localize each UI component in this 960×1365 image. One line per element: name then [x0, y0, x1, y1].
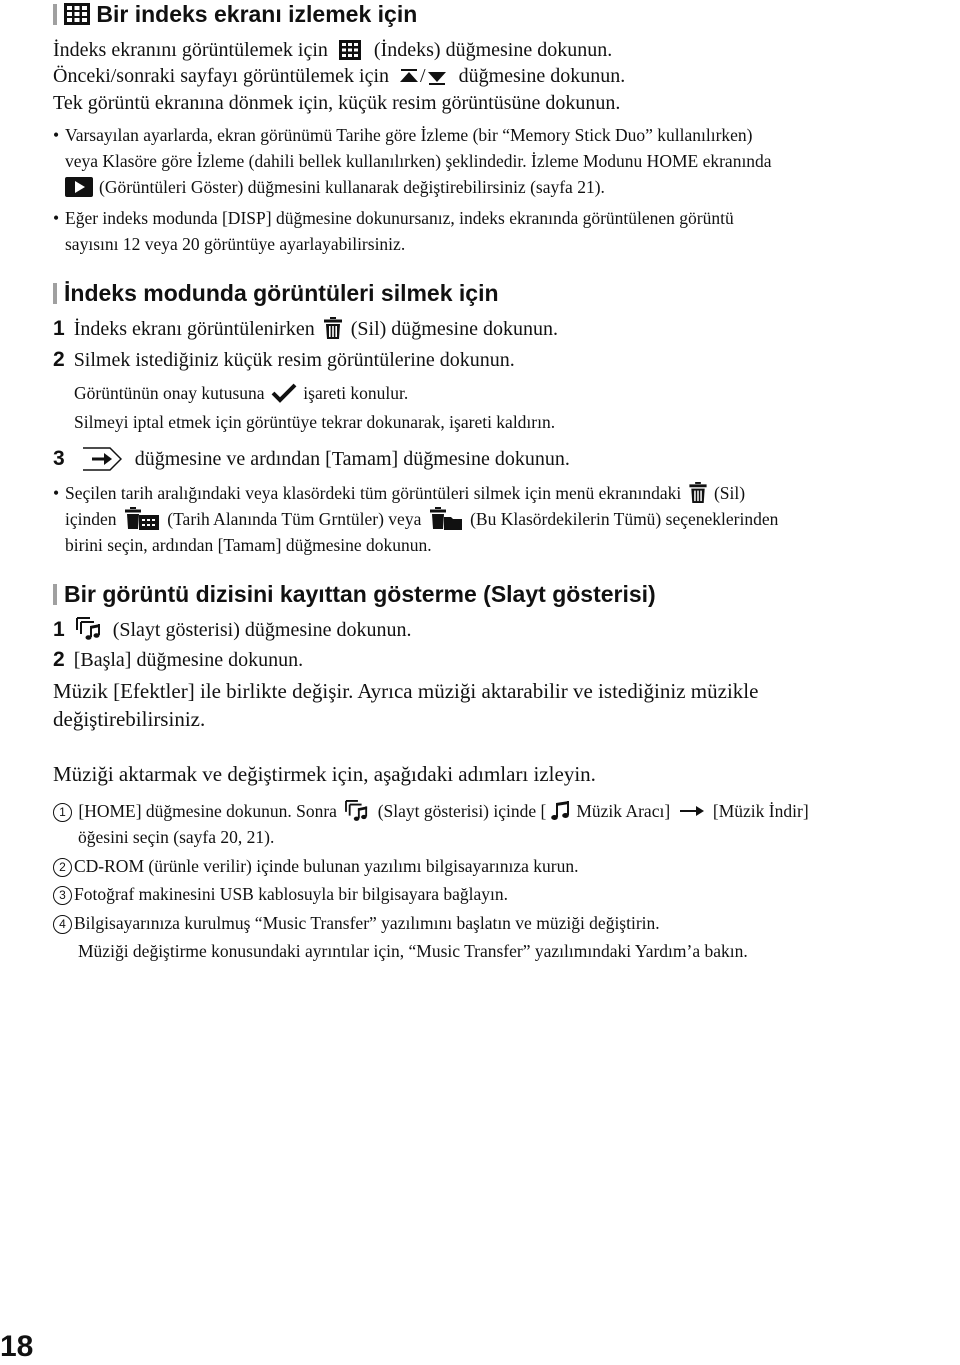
music-note-icon [550, 800, 572, 822]
checkmark-icon [271, 383, 297, 403]
text: işareti konulur. [303, 383, 409, 403]
section-marker [53, 4, 57, 25]
paragraph [53, 37, 612, 63]
section-marker [53, 283, 57, 304]
text: [Müzik İndir] [712, 801, 809, 821]
text: Varsayılan ayarlarda, ekran görünümü Tarihe göre İzleme (bir “Memory Stick Duo” kullanılırken) [65, 125, 753, 145]
trash-icon [324, 317, 342, 339]
section-heading-index [64, 0, 417, 28]
text: CD-ROM (ürünle verilir) içinde bulunan yazılımı bilgisayarınıza kurun. [74, 856, 579, 876]
step [53, 316, 558, 342]
delete-all-folder-icon [429, 507, 463, 531]
page-down-icon [426, 68, 448, 86]
step-number: 2 [53, 648, 65, 671]
bullet-note-line: veya Klasöre göre İzleme (dahili bellek kullanılırken) şeklindedir. İzleme Modunu HOME ekranında [65, 151, 772, 171]
section-heading-delete: İndeks modunda görüntüleri silmek için [64, 280, 499, 306]
item-number: 1 [53, 803, 72, 822]
text: (Sil) düğmesine dokunun. [350, 318, 558, 340]
text: Seçilen tarih aralığındaki veya klasördeki tüm görüntüleri silmek için menü ekranındaki [65, 483, 682, 503]
slideshow-icon [76, 617, 102, 641]
text: düğmesine ve ardından [Tamam] düğmesine dokunun. [134, 448, 570, 470]
text: İndeks ekranını görüntülemek için [53, 39, 328, 61]
list-item [53, 799, 809, 823]
text: (Slayt gösterisi) içinde [ [377, 801, 547, 821]
bullet-note: • Varsayılan ayarlarda, ekran görünümü Tarihe göre İzleme (bir “Memory Stick Duo” kullanılırken) [53, 125, 753, 145]
step [53, 347, 515, 373]
section-marker [53, 584, 57, 605]
bullet-note-line [65, 175, 605, 199]
list-item-line: öğesini seçin (sayfa 20, 21). [78, 827, 275, 847]
step [53, 647, 303, 673]
step-detail: Silmeyi iptal etmek için görüntüye tekrar dokunarak, işareti kaldırın. [74, 412, 556, 432]
text: Müzik Aracı] [576, 801, 671, 821]
step-number: 3 [53, 447, 65, 470]
text: (Bu Klasördekilerin Tümü) seçeneklerinden [470, 509, 779, 529]
step-number: 1 [53, 317, 65, 340]
text: [HOME] düğmesine dokunun. Sonra [78, 801, 337, 821]
text: (İndeks) düğmesine dokunun. [373, 39, 613, 61]
text: düğmesine dokunun. [458, 65, 626, 87]
trash-icon [689, 482, 707, 503]
text: Eğer indeks modunda [DISP] düğmesine dokunursanız, indeks ekranında görüntülenen görüntü [65, 208, 734, 228]
section-heading-slideshow: Bir görüntü dizisini kayıttan gösterme (Slayt gösterisi) [64, 581, 656, 607]
step [53, 617, 412, 643]
bullet-note-line [65, 507, 778, 531]
bullet-note-line: sayısını 12 veya 20 görüntüye ayarlayabilirsiniz. [65, 234, 406, 254]
text: (Tarih Alanında Tüm Grntüler) veya [167, 509, 422, 529]
list-item [53, 911, 660, 935]
paragraph [53, 63, 625, 89]
text: Bilgisayarınıza kurulmuş “Music Transfer” yazılımını başlatın ve müziği değiştirin. [74, 913, 660, 933]
text: Önceki/sonraki sayfayı görüntülemek için [53, 65, 390, 87]
text: Silmek istediğiniz küçük resim görüntülerine dokunun. [73, 349, 515, 371]
right-arrow-icon [679, 804, 705, 818]
text: / [420, 65, 426, 87]
section-title: Bir indeks ekranı izlemek için [96, 1, 418, 27]
text: Görüntünün onay kutusuna [74, 383, 265, 403]
text: içinden [65, 509, 117, 529]
item-number: 3 [53, 886, 72, 905]
text: Fotoğraf makinesini USB kablosuyla bir bilgisayara bağlayın. [74, 884, 509, 904]
text: (Sil) [713, 483, 746, 503]
bullet-note: • Seçilen tarih aralığındaki veya klasördeki tüm görüntüleri silmek için menü ekranındaki (Sil) [53, 483, 746, 503]
step-number: 2 [53, 348, 65, 371]
text: [Başla] düğmesine dokunun. [73, 649, 304, 671]
list-item-line: Müziği değiştirme konusundaki ayrıntılar için, “Music Transfer” yazılımındaki Yardım’a bakın. [78, 941, 748, 961]
index-grid-icon [64, 3, 90, 25]
text: (Slayt gösterisi) düğmesine dokunun. [112, 619, 412, 641]
item-number: 2 [53, 858, 72, 877]
step-number: 1 [53, 618, 65, 641]
delete-all-dates-icon [124, 507, 160, 531]
play-icon [65, 177, 93, 197]
item-number: 4 [53, 915, 72, 934]
paragraph: değiştirebilirsiniz. [53, 707, 206, 731]
step [53, 446, 570, 472]
bullet-note: • Eğer indeks modunda [DISP] düğmesine dokunursanız, indeks ekranında görüntülenen görüntü [53, 208, 734, 228]
paragraph: Müziği aktarmak ve değiştirmek için, aşağıdaki adımları izleyin. [53, 762, 596, 786]
text: (Görüntüleri Göster) düğmesini kullanarak değiştirebilirsiniz (sayfa 21). [99, 177, 605, 197]
slideshow-icon [345, 800, 369, 822]
list-item [53, 854, 578, 878]
text: İndeks ekranı görüntülenirken [73, 318, 315, 340]
page-number: 18 [0, 1330, 34, 1363]
step-detail [74, 381, 408, 405]
next-arrow-button-icon [82, 447, 122, 471]
paragraph: Müzik [Efektler] ile birlikte değişir. Ayrıca müziği aktarabilir ve istediğiniz müzikle [53, 679, 759, 703]
list-item [53, 882, 508, 906]
index-button-icon [339, 40, 361, 60]
page-up-icon [398, 68, 420, 86]
bullet-note-line: birini seçin, ardından [Tamam] düğmesine dokunun. [65, 535, 432, 555]
paragraph: Tek görüntü ekranına dönmek için, küçük resim görüntüsüne dokunun. [53, 92, 621, 114]
